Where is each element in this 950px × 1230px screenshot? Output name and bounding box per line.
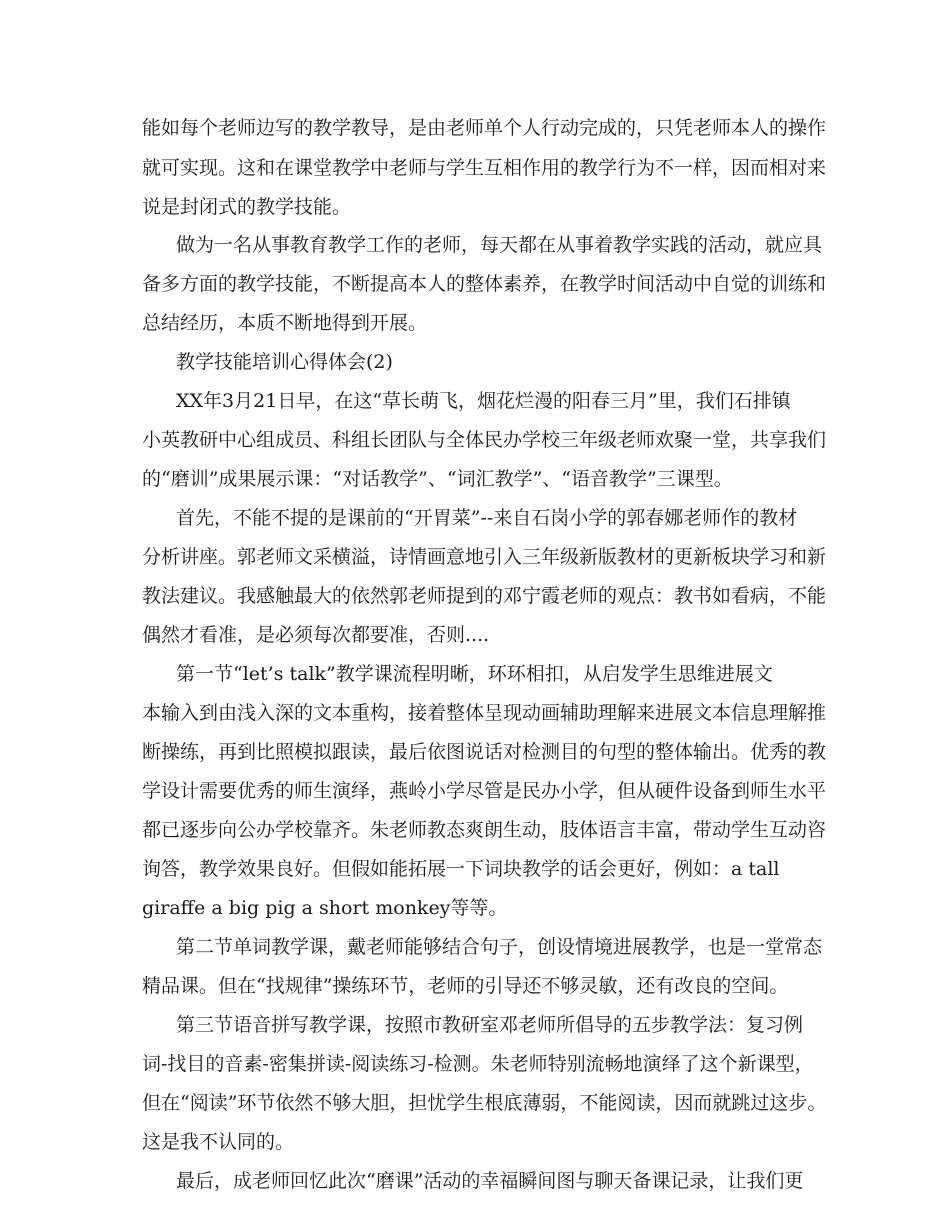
text-line-8: XX年3月21日早，在这“草长萌飞，烟花烂漫的阳春三月”里，我们石排镇 (176, 390, 791, 412)
text-line-24: 第三节语音拼写教学课，按照市教研室邓老师所倡导的五步教学法：复习例 (176, 1014, 804, 1036)
text-line-27: 这是我不认同的。 (142, 1131, 295, 1153)
text-line-20: 询答，教学效果良好。但假如能拓展一下词块教学的话会更好，例如：a tall (142, 858, 780, 880)
text-line-26: 但在“阅读”环节依然不够大胆，担忧学生根底薄弱，不能阅读，因而就跳过这步。 (142, 1092, 827, 1114)
text-line-18: 学设计需要优秀的师生演绎，燕岭小学尽管是民办小学，但从硬件设备到师生水平 (142, 780, 827, 802)
text-line-14: 偶然才看准，是必须每次都要准，否则.... (142, 624, 490, 646)
text-line-15: 第一节“let’s talk”教学课流程明晰，环环相扣，从启发学生思维进展文 (176, 663, 773, 685)
section-heading: 教学技能培训心得体会(2) (176, 351, 393, 373)
text-line-21: giraffe a big pig a short monkey等等。 (142, 897, 508, 919)
text-line-19: 都已逐步向公办学校靠齐。朱老师教态爽朗生动，肢体语言丰富，带动学生互动咨 (142, 819, 827, 841)
text-line-23: 精品课。但在“找规律”操练环节，老师的引导还不够灵敏，还有改良的空间。 (142, 975, 789, 997)
text-line-6: 总结经历，本质不断地得到开展。 (142, 312, 428, 334)
text-line-3: 说是封闭式的教学技能。 (142, 196, 352, 218)
text-line-2: 就可实现。这和在课堂教学中老师与学生互相作用的教学行为不一样，因而相对来 (142, 157, 827, 179)
text-line-16: 本输入到由浅入深的文本重构，接着整体呈现动画辅助理解来进展文本信息理解推 (142, 702, 827, 724)
text-line-25: 词-找目的音素-密集拼读-阅读练习-检测。朱老师特别流畅地演绎了这个新课型， (142, 1053, 814, 1075)
text-line-4: 做为一名从事教育教学工作的老师，每天都在从事着教学实践的活动，就应具 (176, 234, 823, 256)
text-line-12: 分析讲座。郭老师文采横溢，诗情画意地引入三年级新版教材的更新板块学习和新 (142, 546, 827, 568)
text-line-28: 最后，成老师回忆此次“磨课”活动的幸福瞬间图与聊天备课记录，让我们更 (176, 1170, 804, 1192)
text-line-5: 备多方面的教学技能，不断提高本人的整体素养，在教学时间活动中自觉的训练和 (142, 273, 827, 295)
text-line-17: 断操练，再到比照模拟跟读，最后依图说话对检测目的句型的整体输出。优秀的教 (142, 741, 827, 763)
text-line-10: 的“磨训”成果展示课：“对话教学”、“词汇教学”、“语音教学”三课型。 (142, 468, 733, 490)
text-line-22: 第二节单词教学课，戴老师能够结合句子，创设情境进展教学，也是一堂常态 (176, 936, 823, 958)
text-line-1: 能如每个老师边写的教学教导，是由老师单个人行动完成的，只凭老师本人的操作 (142, 117, 827, 139)
text-line-9: 小英教研中心组成员、科组长团队与全体民办学校三年级老师欢聚一堂，共享我们 (142, 429, 827, 451)
text-line-13: 教法建议。我感触最大的依然郭老师提到的邓宁霞老师的观点：教书如看病，不能 (142, 585, 827, 607)
text-line-11: 首先，不能不提的是课前的“开胃菜”--来自石岗小学的郭春娜老师作的教材 (176, 507, 798, 529)
